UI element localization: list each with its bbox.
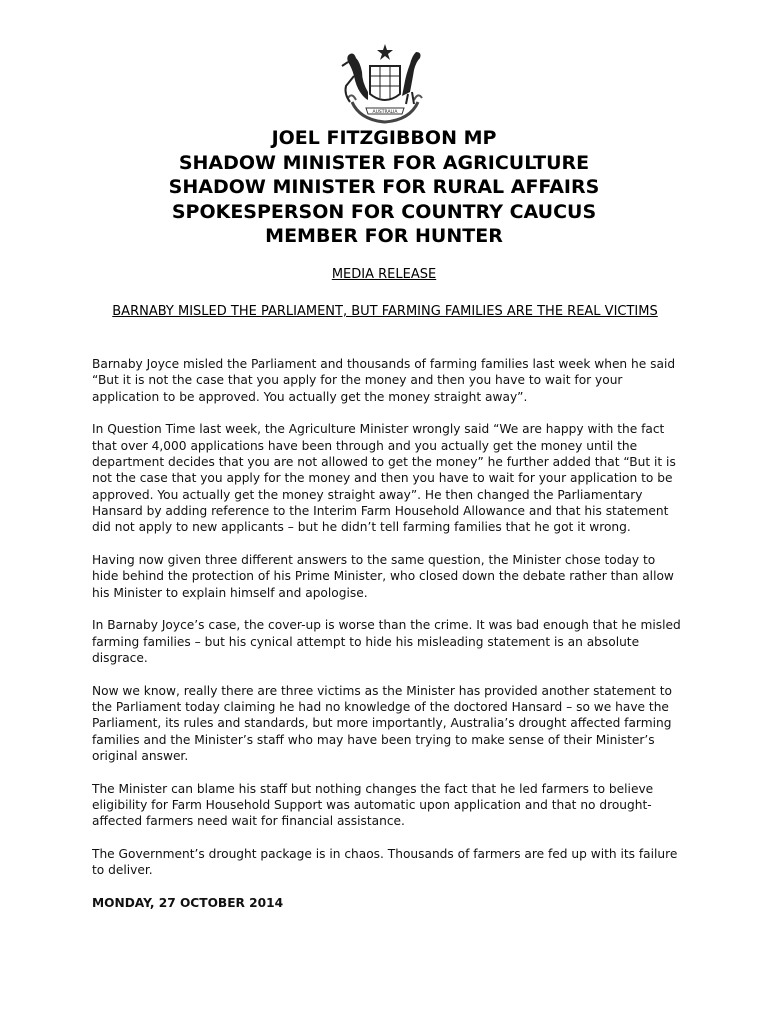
body-paragraph: In Barnaby Joyce’s case, the cover-up is worse than the crime. It was bad enough that he misled farming families – but his cynical attempt to hide his misleading statement is an absolute disgrace. [92,618,681,665]
member-name: JOEL FITZGIBBON MP [271,127,497,149]
media-release-label: MEDIA RELEASE [331,267,437,282]
release-date: MONDAY, 27 OCTOBER 2014 [92,896,284,911]
body-paragraph: Having now given three different answers to the same question, the Minister chose today to hide behind the protection of his Prime Minister, who closed down the debate rather than allow his Minister to explain himself and apologise. [92,552,674,600]
member-role-country-caucus: SPOKESPERSON FOR COUNTRY CAUCUS [171,200,597,223]
member-role-rural-affairs: SHADOW MINISTER FOR RURAL AFFAIRS [168,176,600,198]
body-paragraph: Barnaby Joyce misled the Parliament and thousands of farming families last week when he said “But it is not the case that you apply for the money and then you have to wait for your application to be approved. You actually get the money straight away”. [92,357,676,404]
coat-of-arms-icon [330,42,440,128]
body-paragraph: The Minister can blame his staff but nothing changes the fact that he led farmers to believe eligibility for Farm Household Support was automatic upon application and that no drought-affected farmers need wait for financial assistance. [92,781,654,829]
body-paragraph: Now we know, really there are three victims as the Minister has provided another statement to the Parliament today claiming he had no knowledge of the doctored Hansard – so we have the Parliament, its rules and standards, but more importantly, Australia’s drought affected farming families and the Minister’s staff who may have been trying to make sense of their Minister’s original answer. [92,683,672,763]
member-role-agriculture: SHADOW MINISTER FOR AGRICULTURE [178,151,590,174]
member-title-block [0,126,768,249]
body-paragraph: In Question Time last week, the Agriculture Minister wrongly said “We are happy with the fact that over 4,000 applications have been through and you actually get the money until the department decides that you are not allowed to get the money” he further added that “But it is not the case that you apply for the money and then you have to wait for your application to be approved. You actually get the money straight away”. He then changed the Parliamentary Hansard by adding reference to the Interim Farm Household Allowance and that his statement did not apply to new applicants – but he didn’t tell farming families that he got it wrong. [92,422,676,535]
release-body [92,356,682,912]
body-paragraph: The Government’s drought package is in chaos. Thousands of farmers are fed up with its failure to deliver. [92,847,678,878]
svg-text:AUSTRALIA: AUSTRALIA [372,110,398,115]
member-electorate: MEMBER FOR HUNTER [265,225,503,247]
release-headline: BARNABY MISLED THE PARLIAMENT, BUT FARMING FAMILIES ARE THE REAL VICTIMS [112,304,658,319]
